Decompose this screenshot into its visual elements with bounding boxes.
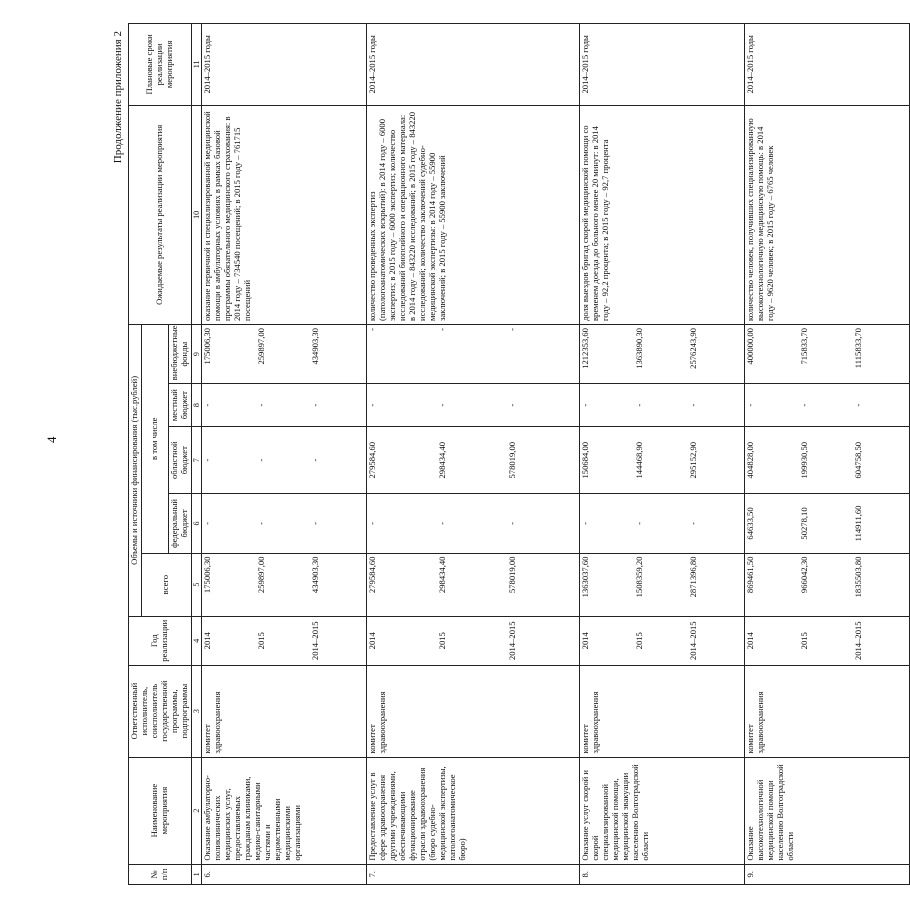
header-federal: федеральный бюджет [168,494,191,553]
total-value: 1508359,20 [634,556,645,598]
local-value: - [256,403,267,407]
local-value: - [437,403,448,407]
extra-value: 259897,00 [256,328,267,365]
responsible-executor: комитет здравоохранения [202,665,367,757]
header-terms: Плановые сроки реализации мероприятия [129,24,192,106]
federal-cell [745,494,910,553]
program-measures-table [128,23,910,885]
extra-value: 434903,30 [310,328,321,365]
total-value: 175006,30 [202,556,213,594]
federal-value: - [367,522,378,525]
extra-value: - [367,328,378,331]
expected-results: количество человек, получивших специализированную высокотехнологичную медицинскую помощь: в 2014 году – 9620 человек; в 2015 году – 6765 человек [745,105,910,324]
column-number: 4 [191,616,201,665]
federal-value: - [580,522,591,525]
regional-value: 578019,00 [507,441,518,479]
regional-cell [202,427,367,494]
responsible-executor: комитет здравоохранения [580,665,745,757]
regional-value: 295152,90 [688,441,699,479]
header-including: в том числе [141,325,168,554]
total-cell [202,553,367,616]
extra-value: 1115833,70 [853,328,864,369]
years-value: 2015 [256,632,267,650]
column-number-row [191,24,201,885]
local-value: - [367,403,378,407]
federal-cell [202,494,367,553]
local-value: - [310,403,321,407]
local-value: - [634,403,645,407]
extra-cell [367,325,580,384]
regional-value: 604758,50 [853,441,864,479]
column-number: 2 [191,757,201,864]
years-cell [367,616,580,665]
extra-value: - [507,328,518,331]
column-number: 3 [191,665,201,757]
header-row-1 [129,24,142,885]
column-number: 1 [191,864,201,884]
years-value: 2015 [634,632,645,650]
row-number: 8. [580,864,745,884]
table-body [202,24,910,885]
total-value: 578019,00 [507,556,518,594]
years-value: 2014–2015 [853,621,864,661]
measure-name: Оказание амбулаторно-поликлинических медицинских услуг, предоставляемых гражданам клиниками, медико-санитарными частями и ведомственными медицинскими организациями [202,757,367,864]
measure-name: Оказание услуг скорой и скорой специализированной медицинской помощи, медицинской эвакуации населению Волгоградской области [580,757,745,864]
header-year: Год реализации [129,616,192,665]
total-cell [367,553,580,616]
total-value: 259897,00 [256,556,267,594]
federal-value: - [256,522,267,525]
responsible-executor: комитет здравоохранения [367,665,580,757]
federal-value: - [688,522,699,525]
regional-cell [367,427,580,494]
total-value: 966042,30 [799,556,810,594]
extra-value: 175006,30 [202,328,213,365]
local-cell [580,384,745,427]
federal-value: 64633,50 [745,507,756,540]
header-name: Наименование мероприятия [129,757,192,864]
planned-terms: 2014–2015 годы [745,24,910,106]
local-cell [202,384,367,427]
local-cell [367,384,580,427]
regional-value: - [202,458,213,462]
row-number: 7. [367,864,580,884]
column-number: 8 [191,384,201,427]
rotated-page-content [112,23,864,885]
regional-cell [580,427,745,494]
years-value: 2014 [745,632,756,650]
federal-value: 50278,10 [799,507,810,540]
row-number: 6. [202,864,367,884]
federal-cell [580,494,745,553]
measure-name: Предоставление услуг в сфере здравоохранения другими учреждениями, обеспечивающими функционирование отрасли здравоохранения (бюро судебно-медицинской экспертизы, патологоанатомическое бюро) [367,757,580,864]
expected-results: количество проведенных экспертиз (патологоанатомических вскрытий): в 2014 году – 6000 экспертиз; в 2015 году – 6000 экспертиз; количество исследований биопсийного и операционного материала: в 2014 году – 843220 исследований; в 2015 году – 843220 исследований; количество заключений судебно-медицинской экспертизы: в 2014 году – 55900 заключений; в 2015 году – 55900 заключений [367,105,580,324]
local-value: - [580,403,591,407]
header-number: № п/п [129,864,192,884]
federal-value: 114911,60 [853,505,864,542]
column-number: 5 [191,553,201,616]
column-number: 7 [191,427,201,494]
years-value: 2014 [580,632,591,650]
table-row [745,24,910,885]
total-cell [745,553,910,616]
total-value: 1363037,60 [580,556,591,598]
header-funding: Объемы и источники финансирования (тыс.рублей) [129,325,142,617]
local-cell [745,384,910,427]
expected-results: доля выездов бригад скорой медицинской помощи со временем доезда до больного менее 20 минут: в 2014 году – 92,2 процента; в 2015 году – 92,7 процента [580,105,745,324]
extra-value: 1363890,30 [634,328,645,369]
total-value: 1835503,80 [853,556,864,598]
responsible-executor: комитет здравоохранения [745,665,910,757]
extra-value: 400000,00 [745,328,756,365]
local-value: - [202,403,213,407]
table-row [580,24,745,885]
total-cell [580,553,745,616]
regional-value: 279584,60 [367,441,378,479]
regional-value: 298434,40 [437,441,448,479]
regional-cell [745,427,910,494]
column-number: 9 [191,325,201,384]
federal-value: - [634,522,645,525]
federal-value: - [310,522,321,525]
years-value: 2014 [367,632,378,650]
regional-value: 404828,00 [745,441,756,479]
header-total: всего [141,553,191,616]
header-results: Ожидаемые результаты реализации мероприятия [129,105,192,324]
local-value: - [688,403,699,407]
regional-value: - [256,458,267,462]
regional-value: - [310,458,321,462]
federal-value: - [507,522,518,525]
years-cell [745,616,910,665]
total-value: 298434,40 [437,556,448,594]
extra-cell [745,325,910,384]
planned-terms: 2014–2015 годы [202,24,367,106]
header-executor: Ответственный исполнитель, соисполнитель государственной программы, подпрограммы [129,665,192,757]
header-local: местный бюджет [168,384,191,427]
column-number: 6 [191,494,201,553]
years-cell [202,616,367,665]
years-cell [580,616,745,665]
planned-terms: 2014–2015 годы [367,24,580,106]
table-row [202,24,367,885]
local-value: - [507,403,518,407]
extra-cell [580,325,745,384]
column-number: 11 [191,24,201,106]
page-number: 4 [44,436,59,443]
years-value: 2015 [437,632,448,650]
years-value: 2014–2015 [688,621,699,661]
extra-value: - [437,328,448,331]
planned-terms: 2014–2015 годы [580,24,745,106]
regional-value: 150684,00 [580,441,591,479]
total-value: 279584,60 [367,556,378,594]
federal-cell [367,494,580,553]
table-row [367,24,580,885]
column-number: 10 [191,105,201,324]
years-value: 2014–2015 [507,621,518,661]
header-extra: внебюджетные фонды [168,325,191,384]
continuation-title: Продолжение приложения 2 [112,31,124,164]
years-value: 2015 [799,632,810,650]
extra-value: 2576243,90 [688,328,699,369]
years-value: 2014 [202,632,213,650]
extra-value: 1212353,60 [580,328,591,369]
regional-value: 199930,50 [799,441,810,479]
expected-results: оказание первичной и специализированной медицинской помощи в амбулаторных условиях в рамках базовой программы обязательного медицинского страхования: в 2014 году – 734540 посещений; в 2015 году – 761715 посещений [202,105,367,324]
header-regional: областной бюджет [168,427,191,494]
extra-cell [202,325,367,384]
federal-value: - [202,522,213,525]
regional-value: 144468,90 [634,441,645,479]
total-value: 434903,30 [310,556,321,594]
extra-value: 715833,70 [799,328,810,365]
total-value: 2871396,80 [688,556,699,598]
local-value: - [799,403,810,407]
local-value: - [745,403,756,407]
measure-name: Оказание высокотехнологичной медицинской помощи населению Волгоградской области [745,757,910,864]
total-value: 869461,50 [745,556,756,594]
row-number: 9. [745,864,910,884]
years-value: 2014–2015 [310,621,321,661]
local-value: - [853,403,864,407]
federal-value: - [437,522,448,525]
